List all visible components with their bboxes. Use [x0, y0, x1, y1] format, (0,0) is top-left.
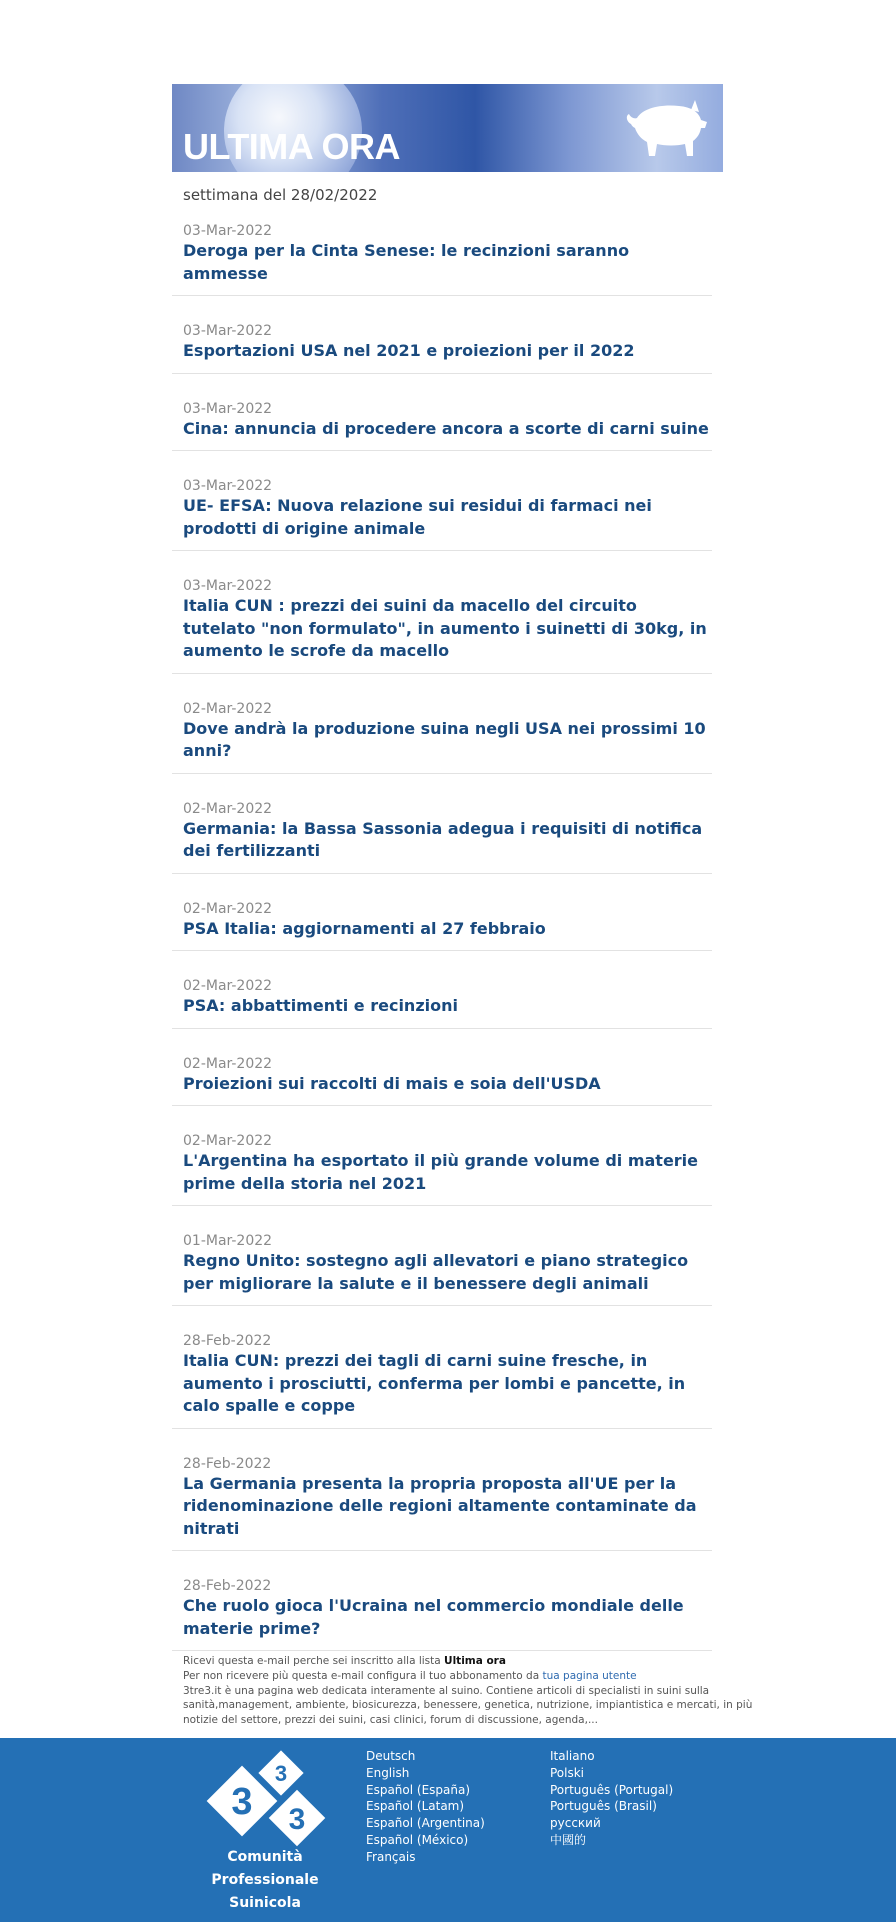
newsletter-container: [172, 84, 723, 1651]
tagline-line: Professionale: [211, 1872, 319, 1888]
news-item: [172, 977, 712, 1029]
language-link[interactable]: Español (España): [366, 1782, 471, 1797]
unsubscribe-prefix: Per non ricevere più questa e-mail configura il tuo abbonamento da: [183, 1669, 543, 1682]
news-title-link[interactable]: La Germania presenta la propria proposta all'UE per la ridenominazione delle regioni altamente contaminate da nitrati: [183, 1473, 697, 1538]
language-list-left: [366, 1748, 485, 1866]
news-item: [172, 1455, 712, 1552]
news-date: 28-Feb-2022: [183, 1333, 272, 1349]
list-name: Ultima ora: [444, 1655, 506, 1667]
news-date: 02-Mar-2022: [183, 900, 273, 917]
header-banner: [172, 84, 723, 172]
news-title-link[interactable]: Proiezioni sui raccolti di mais e soia dell'USDA: [183, 1073, 601, 1093]
news-date: 02-Mar-2022: [183, 800, 273, 817]
news-date: 28-Feb-2022: [183, 1578, 272, 1594]
language-link[interactable]: Español (Argentina): [366, 1816, 485, 1831]
pig-icon: [621, 94, 709, 164]
news-date: 03-Mar-2022: [183, 223, 273, 239]
logo-digit: 3: [274, 1761, 288, 1786]
logo-digit: 3: [288, 1803, 306, 1836]
language-list-right: [550, 1748, 673, 1849]
news-item: [172, 1232, 712, 1306]
logo-digit: 3: [231, 1781, 253, 1823]
news-date: 02-Mar-2022: [183, 978, 273, 994]
news-item: [172, 1132, 712, 1206]
news-item: [172, 577, 712, 674]
language-link[interactable]: Español (México): [366, 1832, 469, 1847]
tagline-line: Suinicola: [229, 1895, 301, 1911]
news-item: [172, 477, 712, 551]
subscribe-prefix: Ricevi questa e-mail perche sei inscritto alla lista: [183, 1655, 445, 1667]
news-item: [172, 700, 712, 774]
news-date: 02-Mar-2022: [183, 1055, 273, 1072]
news-item: [172, 800, 712, 874]
news-item: [172, 322, 712, 374]
news-title-link[interactable]: Italia CUN: prezzi dei tagli di carni suine fresche, in aumento i prosciutti, conferma per lombi e pancette, in calo spalle e coppe: [183, 1351, 686, 1415]
news-date: 03-Mar-2022: [183, 323, 273, 339]
language-link[interactable]: Polski: [550, 1765, 585, 1780]
news-date: 01-Mar-2022: [183, 1233, 273, 1249]
language-link[interactable]: Italiano: [550, 1749, 595, 1763]
news-date: 03-Mar-2022: [183, 478, 273, 494]
news-item: [172, 222, 712, 296]
news-list: [172, 222, 712, 1651]
news-item: [172, 1055, 712, 1107]
language-link[interactable]: 中國的: [550, 1832, 587, 1847]
news-date: 02-Mar-2022: [183, 1133, 273, 1149]
site-footer: [0, 1738, 896, 1922]
news-title-link[interactable]: L'Argentina ha esportato il più grande volume di materie prime della storia nel 2021: [183, 1151, 699, 1193]
news-item: [172, 900, 712, 952]
subscribe-line: [183, 1654, 763, 1669]
news-title-link[interactable]: Dove andrà la produzione suina negli USA nei prossimi 10 anni?: [183, 718, 706, 760]
language-link[interactable]: Português (Brasil): [550, 1799, 657, 1814]
news-title-link[interactable]: Cina: annuncia di procedere ancora a scorte di carni suine: [183, 418, 709, 438]
news-date: 28-Feb-2022: [183, 1455, 272, 1472]
news-item: [172, 400, 712, 452]
news-title-link[interactable]: PSA: abbattimenti e recinzioni: [183, 996, 458, 1015]
language-link[interactable]: Español (Latam): [366, 1799, 465, 1814]
tagline-line: Comunità: [227, 1849, 303, 1865]
news-date: 02-Mar-2022: [183, 700, 273, 717]
user-page-link[interactable]: tua pagina utente: [542, 1669, 637, 1682]
news-title-link[interactable]: Che ruolo gioca l'Ucraina nel commercio mondiale delle materie prime?: [183, 1596, 684, 1638]
language-link[interactable]: Deutsch: [366, 1749, 416, 1763]
news-title-link[interactable]: PSA Italia: aggiornamenti al 27 febbraio: [183, 918, 546, 938]
news-title-link[interactable]: Deroga per la Cinta Senese: le recinzioni saranno ammesse: [183, 241, 630, 283]
banner-title: ULTIMA ORA: [183, 126, 400, 167]
language-link[interactable]: русский: [550, 1816, 601, 1831]
news-title-link[interactable]: Regno Unito: sostegno agli allevatori e piano strategico per migliorare la salute e il benessere degli animali: [183, 1251, 689, 1293]
week-label: settimana del 28/02/2022: [183, 186, 378, 204]
news-date: 03-Mar-2022: [183, 400, 273, 417]
news-item: [172, 1332, 712, 1429]
about-text: 3tre3.it è una pagina web dedicata interamente al suino. Contiene articoli di specialisti in suini sulla sanità,management, ambiente, biosicurezza, benessere, genetica, nutrizione, impiantistica e mercati, in più notizie del settore, prezzi dei suini, casi clinici, forum di discussione, agenda,...: [183, 1684, 753, 1727]
news-item: [172, 1577, 712, 1651]
news-title-link[interactable]: UE- EFSA: Nuova relazione sui residui di farmaci nei prodotti di origine animale: [183, 496, 652, 538]
unsubscribe-line: [183, 1669, 763, 1684]
news-title-link[interactable]: Esportazioni USA nel 2021 e proiezioni per il 2022: [183, 341, 635, 360]
language-link[interactable]: Português (Portugal): [550, 1782, 674, 1797]
news-title-link[interactable]: Italia CUN : prezzi dei suini da macello del circuito tutelato "non formulato", in aumento i suinetti di 30kg, in aumento le scrofe da macello: [183, 596, 707, 660]
language-link[interactable]: English: [366, 1765, 410, 1780]
language-link[interactable]: Français: [366, 1849, 416, 1864]
brand-tagline: [196, 1846, 334, 1915]
news-date: 03-Mar-2022: [183, 578, 273, 594]
footer-text: [183, 1654, 763, 1728]
news-title-link[interactable]: Germania: la Bassa Sassonia adegua i requisiti di notifica dei fertilizzanti: [183, 818, 703, 860]
